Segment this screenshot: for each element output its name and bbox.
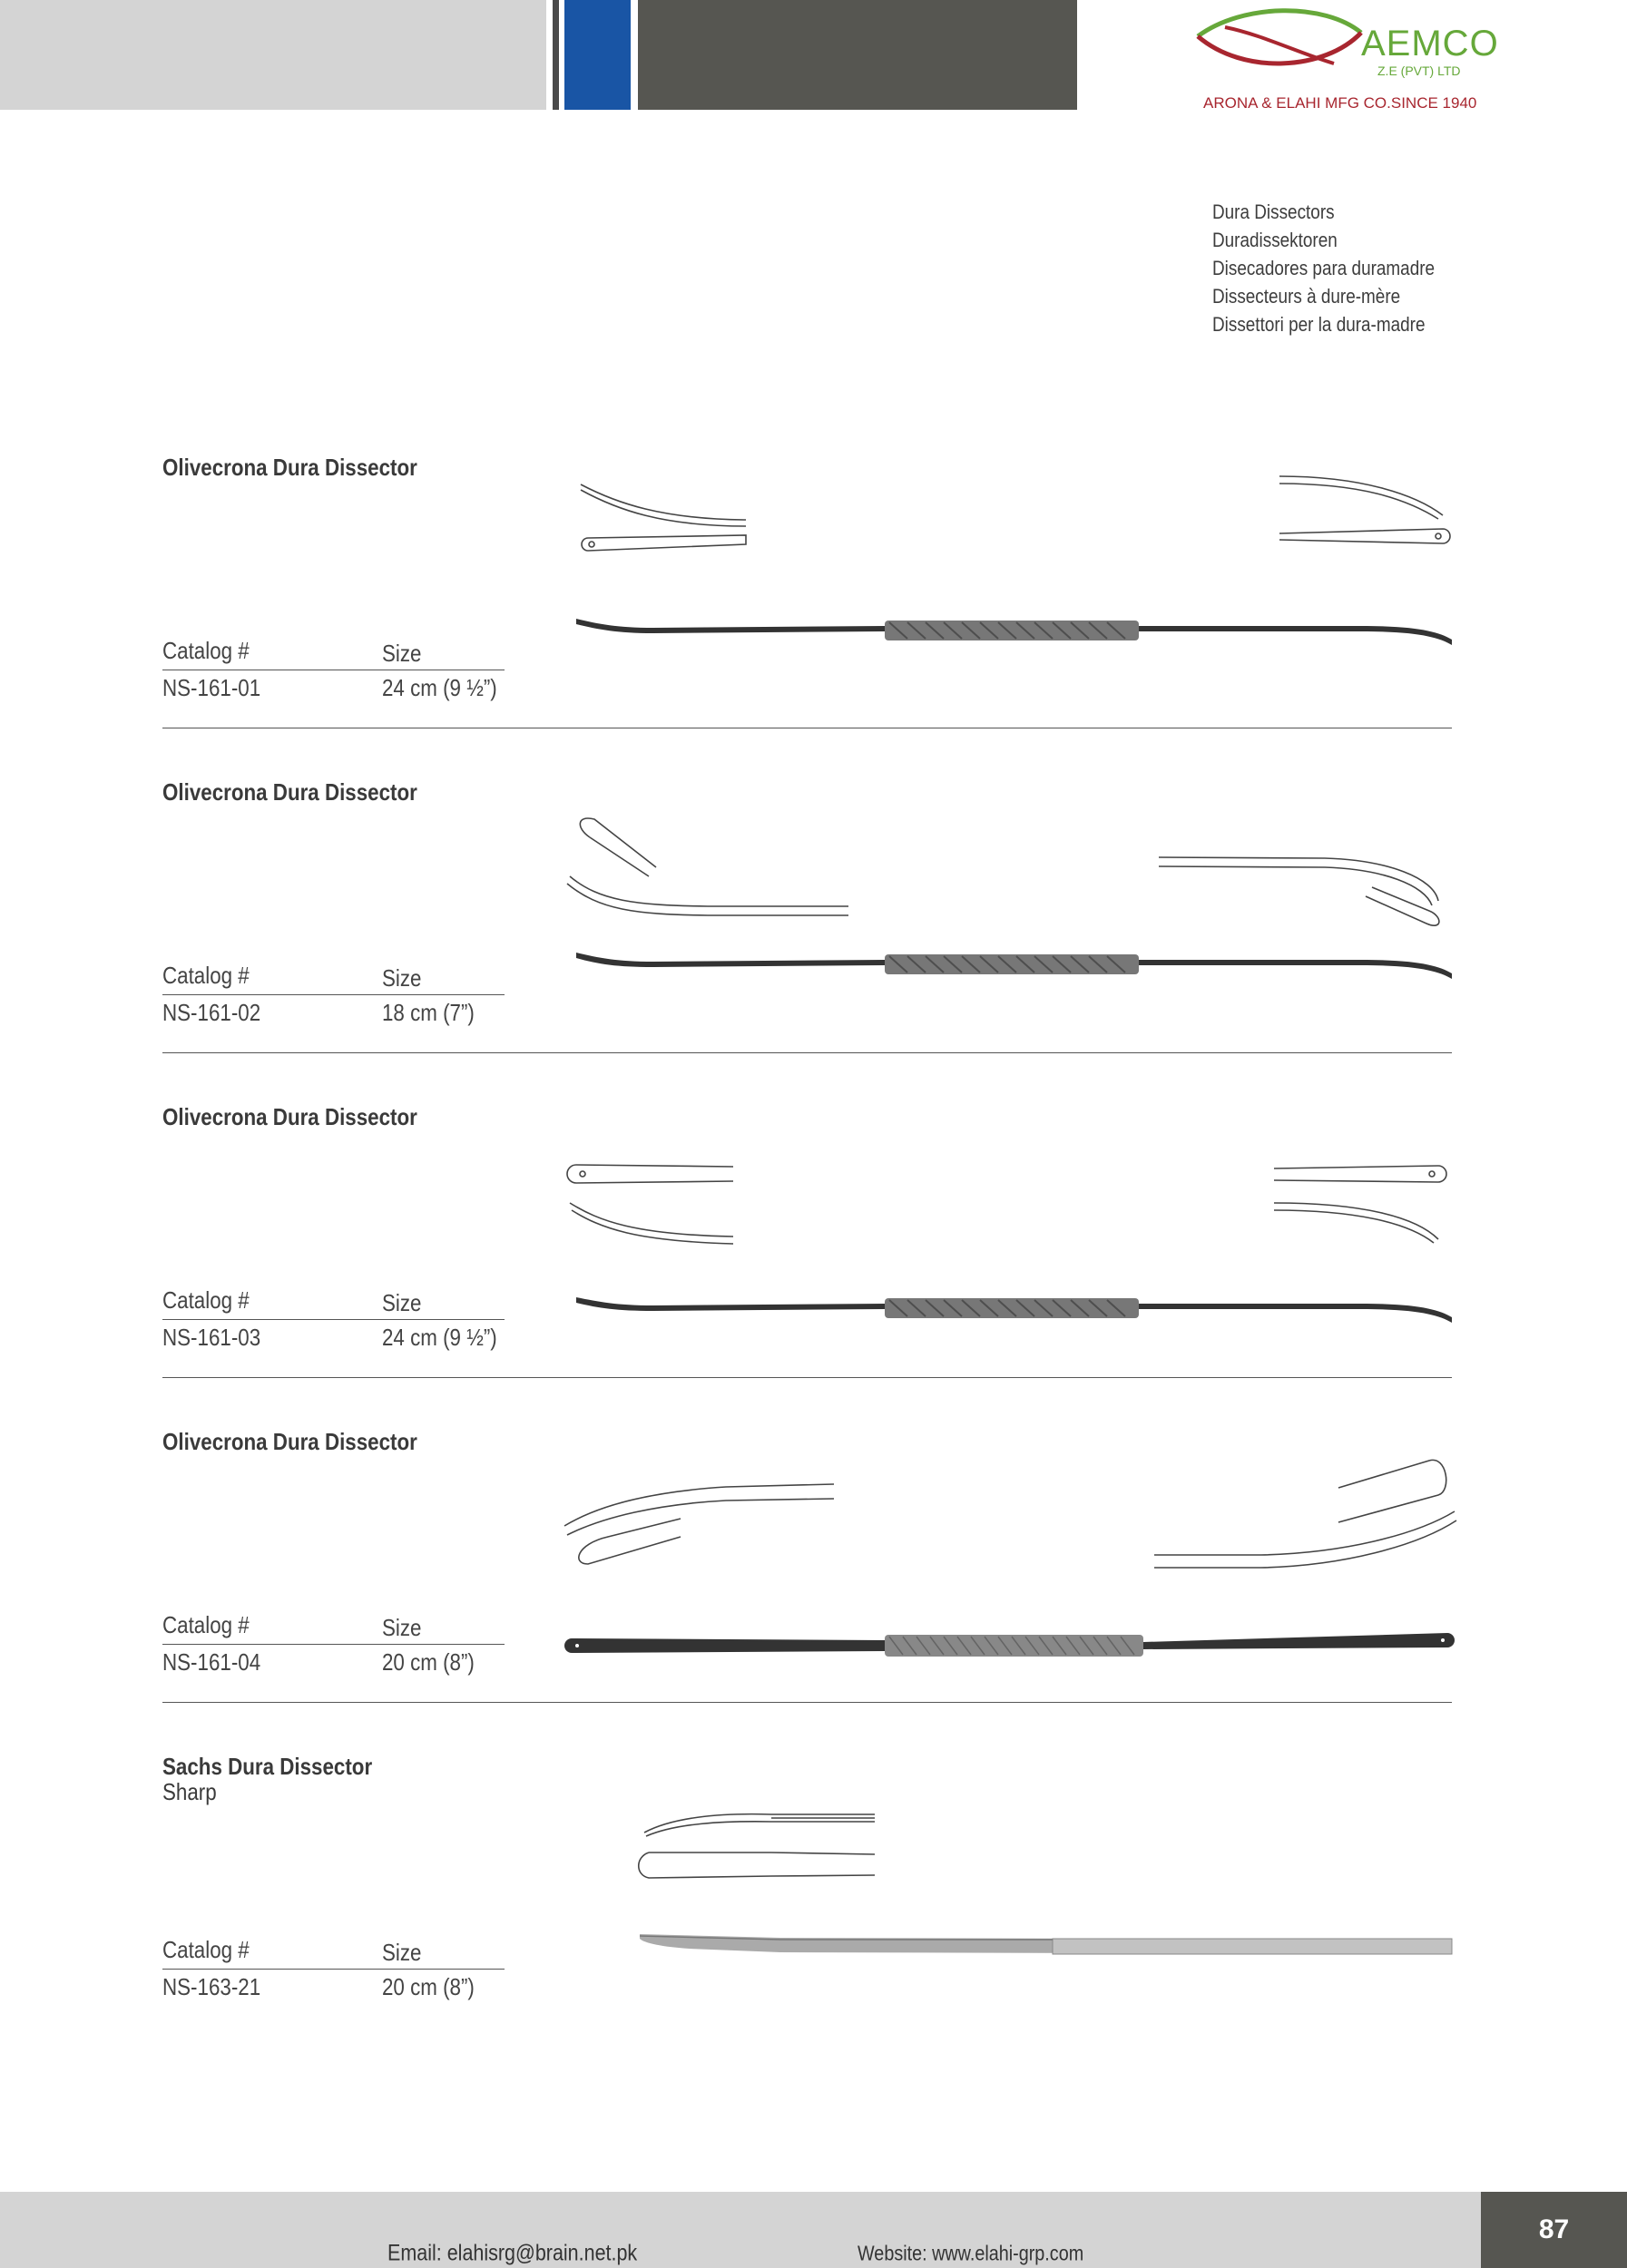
instrument-illustration bbox=[544, 1428, 1470, 1700]
logo-eye-icon bbox=[1189, 7, 1370, 80]
catalog-header: Catalog # bbox=[162, 1611, 250, 1638]
catalog-number: NS-163-21 bbox=[162, 1973, 261, 2000]
product-entry bbox=[0, 1103, 1627, 1428]
size-header: Size bbox=[382, 640, 422, 667]
product-name: Olivecrona Dura Dissector bbox=[162, 1428, 417, 1455]
product-name: Olivecrona Dura Dissector bbox=[162, 1103, 417, 1130]
size-value: 20 cm (8”) bbox=[382, 1648, 475, 1676]
section-divider bbox=[162, 1702, 1452, 1703]
logo-subtitle: Z.E (PVT) LTD bbox=[1377, 64, 1461, 78]
catalog-header: Catalog # bbox=[162, 1936, 250, 1963]
product-entry bbox=[0, 1753, 1627, 2077]
product-subtitle: Sharp bbox=[162, 1778, 217, 1805]
page-number-box bbox=[1481, 2192, 1627, 2268]
instrument-illustration bbox=[544, 454, 1470, 726]
product-name: Sachs Dura Dissector bbox=[162, 1753, 373, 1780]
instrument-illustration bbox=[544, 1753, 1470, 2025]
size-value: 24 cm (9 ½”) bbox=[382, 1324, 497, 1351]
section-divider bbox=[162, 1052, 1452, 1053]
size-value: 24 cm (9 ½”) bbox=[382, 674, 497, 701]
logo-name: AEMCO bbox=[1361, 24, 1499, 64]
size-header: Size bbox=[382, 1939, 422, 1966]
footer-email: Email: elahisrg@brain.net.pk bbox=[387, 2240, 638, 2266]
catalog-number: NS-161-04 bbox=[162, 1648, 261, 1676]
size-value: 20 cm (8”) bbox=[382, 1973, 475, 2000]
header-underline bbox=[162, 1969, 505, 1970]
instrument-illustration bbox=[544, 1103, 1470, 1375]
instrument-illustration bbox=[544, 778, 1470, 1051]
header-bar-dark bbox=[638, 0, 1077, 110]
product-entry bbox=[0, 454, 1627, 778]
catalog-number: NS-161-01 bbox=[162, 674, 261, 701]
product-name: Olivecrona Dura Dissector bbox=[162, 454, 417, 481]
footer-website: Website: www.elahi-grp.com bbox=[858, 2241, 1084, 2265]
section-title-de: Duradissektoren bbox=[1212, 229, 1338, 251]
header-underline bbox=[162, 1319, 505, 1320]
product-entry bbox=[0, 1428, 1627, 1753]
catalog-header: Catalog # bbox=[162, 637, 250, 664]
catalog-header: Catalog # bbox=[162, 1286, 250, 1314]
section-title-en: Dura Dissectors bbox=[1212, 200, 1335, 223]
size-header: Size bbox=[382, 964, 422, 992]
header-underline bbox=[162, 994, 505, 995]
catalog-number: NS-161-03 bbox=[162, 1324, 261, 1351]
catalog-header: Catalog # bbox=[162, 962, 250, 989]
size-header: Size bbox=[382, 1614, 422, 1641]
section-divider bbox=[162, 1377, 1452, 1378]
header-underline bbox=[162, 1644, 505, 1645]
section-title-es: Disecadores para duramadre bbox=[1212, 257, 1436, 279]
header-bar-light bbox=[0, 0, 546, 110]
section-title-fr: Dissecteurs à dure-mère bbox=[1212, 285, 1401, 308]
product-name: Olivecrona Dura Dissector bbox=[162, 778, 417, 806]
header-bar-blue bbox=[564, 0, 631, 110]
section-title-it: Dissettori per la dura-madre bbox=[1212, 313, 1426, 336]
product-entry bbox=[0, 778, 1627, 1103]
page-number: 87 bbox=[1538, 2214, 1570, 2244]
header-bar-strip bbox=[553, 0, 559, 110]
size-header: Size bbox=[382, 1289, 422, 1316]
company-logo bbox=[1189, 7, 1515, 116]
page-footer bbox=[0, 2192, 1627, 2268]
catalog-number: NS-161-02 bbox=[162, 999, 261, 1026]
section-titles bbox=[1212, 198, 1471, 338]
size-value: 18 cm (7”) bbox=[382, 999, 475, 1026]
logo-tagline: ARONA & ELAHI MFG CO.SINCE 1940 bbox=[1203, 94, 1477, 112]
